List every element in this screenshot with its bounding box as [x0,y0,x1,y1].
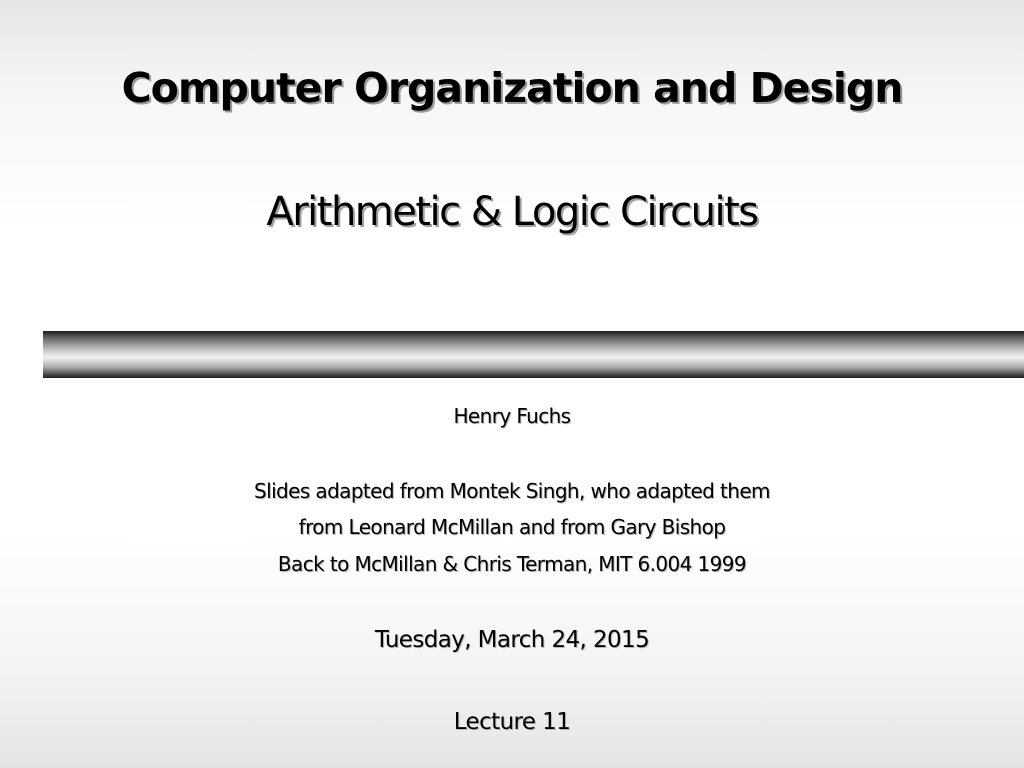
decorative-divider-bar [43,331,1024,378]
slide-subtitle: Arithmetic & Logic Circuits [266,189,758,235]
credit-line-2: from Leonard McMillan and from Gary Bishop [298,515,726,539]
lecture-number: Lecture 11 [453,709,571,735]
author-name: Henry Fuchs [453,404,571,428]
slide-title: Computer Organization and Design [121,64,903,112]
lecture-date: Tuesday, March 24, 2015 [374,627,650,653]
credit-line-3: Back to McMillan & Chris Terman, MIT 6.004 1999 [277,552,747,576]
credit-line-1: Slides adapted from Montek Singh, who adapted them [254,479,770,503]
